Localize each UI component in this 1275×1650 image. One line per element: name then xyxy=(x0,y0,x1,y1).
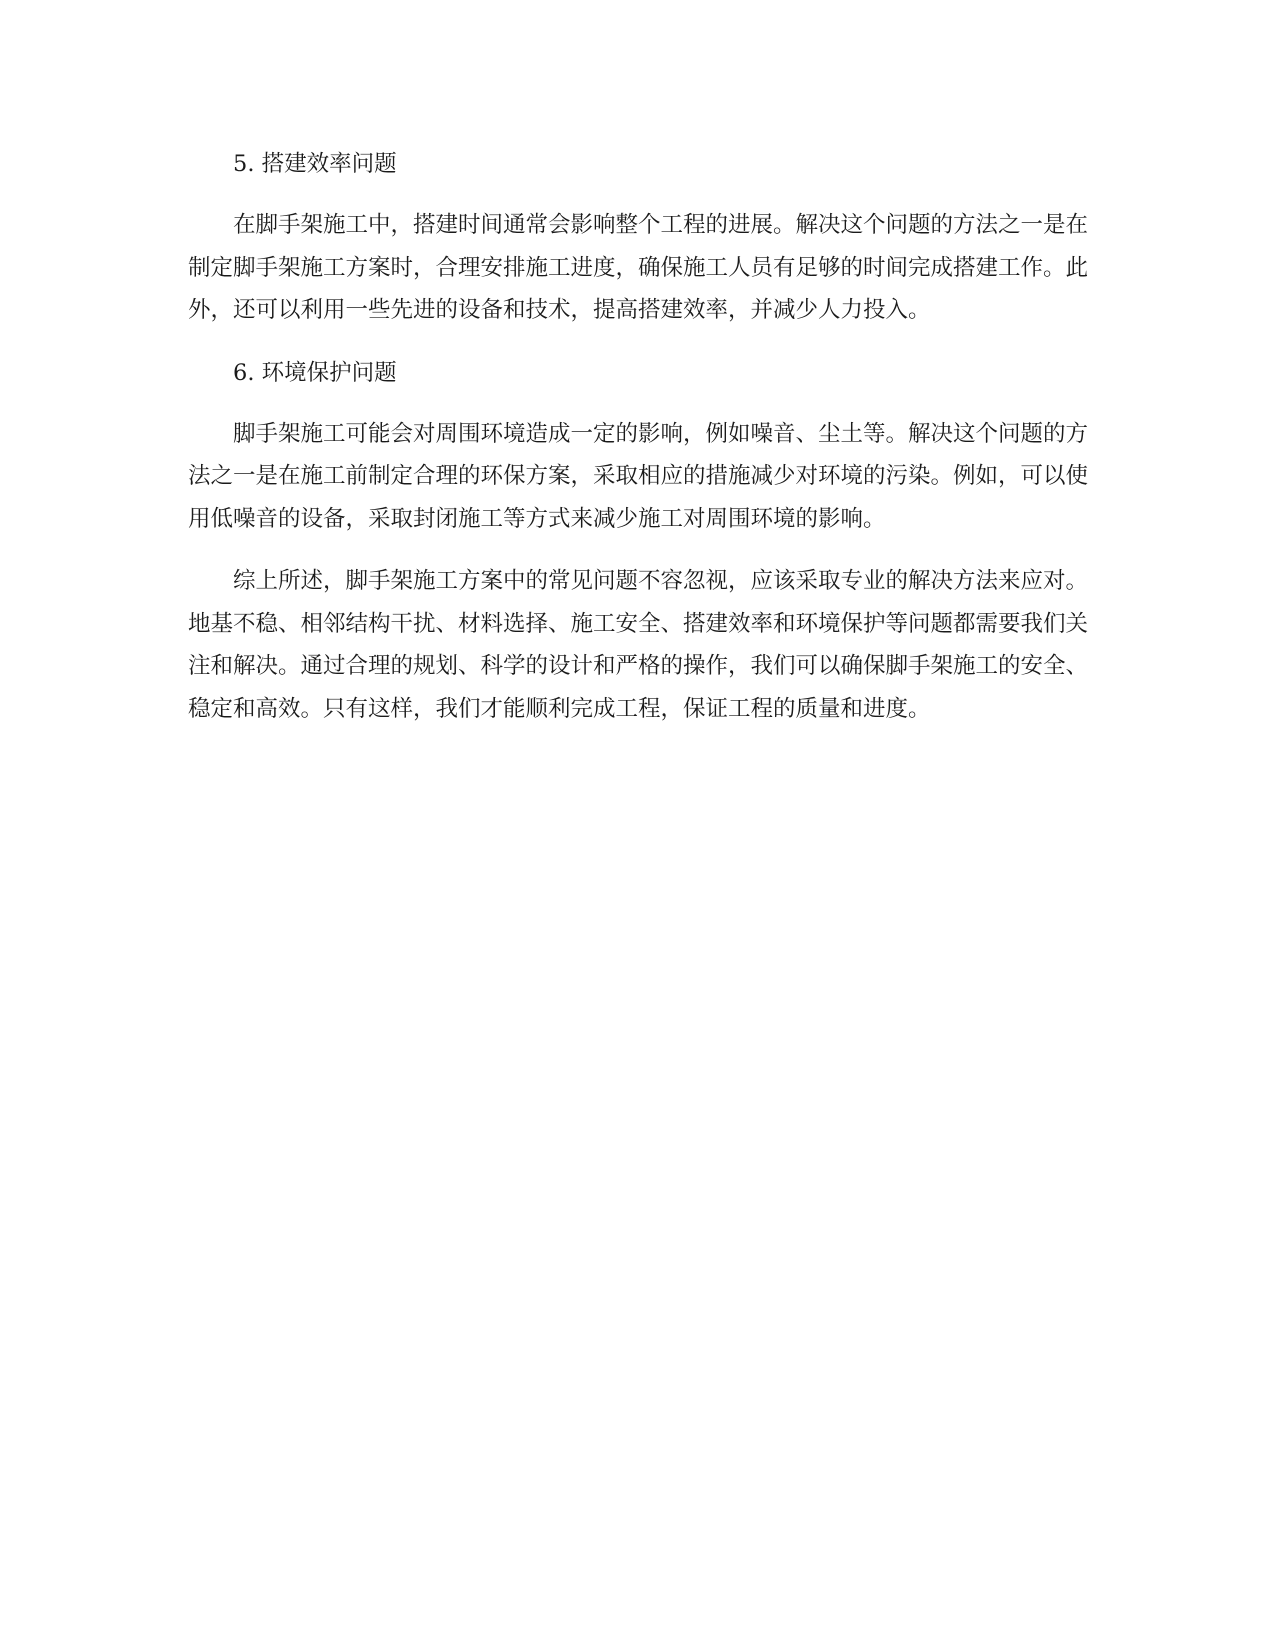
section-heading-environment: 6. 环境保护问题 xyxy=(233,359,397,386)
section-heading-efficiency: 5. 搭建效率问题 xyxy=(233,151,397,177)
section-paragraph-efficiency: 在脚手架施工中，搭建时间通常会影响整个工程的进展。解决这个问题的方法之一是在制定脚手架施工方案时，合理安排施工进度，确保施工人员有足够的时间完成搭建工作。此外，还可以利用一些先进的设备和技术，提高搭建效率，并减少人力投入。 xyxy=(188,212,1089,323)
conclusion-paragraph: 综上所述，脚手架施工方案中的常见问题不容忽视，应该采取专业的解决方法来应对。地基不稳、相邻结构干扰、材料选择、施工安全、搭建效率和环境保护等问题都需要我们关注和解决。通过合理的规划、科学的设计和严格的操作，我们可以确保脚手架施工的安全、稳定和高效。只有这样，我们才能顺利完成工程，保证工程的质量和进度。 xyxy=(188,568,1089,722)
document-body xyxy=(188,143,1088,750)
section-paragraph-environment: 脚手架施工可能会对周围环境造成一定的影响，例如噪音、尘土等。解决这个问题的方法之一是在施工前制定合理的环保方案，采取相应的措施减少对环境的污染。例如，可以使用低噪音的设备，采取封闭施工等方式来减少施工对周围环境的影响。 xyxy=(188,420,1089,532)
